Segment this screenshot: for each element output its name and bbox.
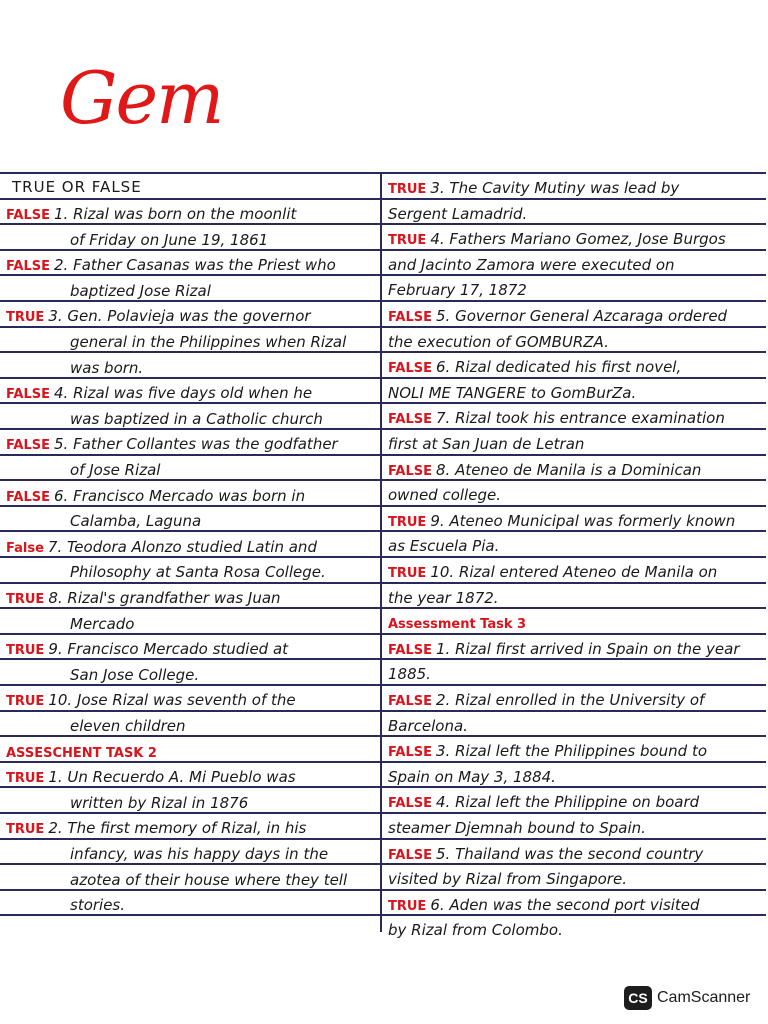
text-line — [6, 591, 281, 606]
ruled-line — [0, 607, 766, 609]
ruled-line — [0, 710, 766, 712]
text-line — [388, 642, 740, 657]
left-heading: TRUE OR FALSE — [12, 178, 142, 196]
text-line — [70, 361, 143, 376]
statement-text: 1885. — [388, 665, 431, 683]
statement-text: 5. Thailand was the second country — [435, 845, 704, 863]
statement-text: NOLI ME TANGERE to GomBurZa. — [388, 384, 637, 402]
text-line — [70, 233, 268, 248]
statement-text: as Escuela Pia. — [388, 537, 500, 555]
ruled-line — [0, 479, 766, 481]
answer-tag: FALSE — [388, 464, 432, 479]
answer-tag: TRUE — [388, 233, 427, 248]
text-line — [388, 847, 703, 862]
text-line — [6, 821, 306, 836]
text-line — [388, 898, 700, 913]
statement-text: owned college. — [388, 486, 501, 504]
statement-text: 6. Aden was the second port visited — [430, 896, 700, 914]
statement-text: steamer Djemnah bound to Spain. — [388, 819, 646, 837]
text-line — [388, 821, 646, 836]
ruled-line — [0, 326, 766, 328]
ruled-line — [0, 172, 766, 174]
text-line — [388, 335, 609, 350]
answer-tag: FALSE — [6, 490, 50, 505]
statement-text: 6. Rizal dedicated his first novel, — [435, 358, 682, 376]
statement-text: infancy, was his happy days in the — [70, 845, 329, 863]
statement-text: eleven children — [70, 717, 186, 735]
answer-tag: FALSE — [388, 694, 432, 709]
text-line — [6, 309, 311, 324]
answer-tag: FALSE — [6, 208, 50, 223]
text-line — [70, 335, 346, 350]
ruled-line — [0, 402, 766, 404]
statement-text: Mercado — [70, 615, 135, 633]
camscanner-label: CamScanner — [657, 989, 751, 1006]
statement-text: Calamba, Laguna — [70, 512, 202, 530]
statement-text: baptized Jose Rizal — [70, 282, 211, 300]
ruled-line — [0, 914, 766, 916]
statement-text: azotea of their house where they tell — [70, 871, 348, 889]
text-line — [388, 770, 556, 785]
ruled-line — [0, 274, 766, 276]
text-line — [388, 744, 707, 759]
statement-text: Barcelona. — [388, 717, 468, 735]
statement-text: 3. Rizal left the Philippines bound to — [435, 742, 708, 760]
text-line — [6, 540, 317, 555]
text-line — [388, 514, 735, 529]
section-heading: ASSESCHENT TASK 2 — [6, 746, 157, 761]
text-line — [388, 283, 527, 298]
text-line — [388, 591, 499, 606]
answer-tag: TRUE — [388, 566, 427, 581]
text-line — [388, 488, 501, 503]
answer-tag: TRUE — [6, 694, 45, 709]
statement-text: 6. Francisco Mercado was born in — [53, 487, 306, 505]
statement-text: 1. Un Recuerdo A. Mi Pueblo was — [48, 768, 296, 786]
text-line — [6, 770, 296, 785]
statement-text: the year 1872. — [388, 589, 499, 607]
statement-text: 7. Teodora Alonzo studied Latin and — [47, 538, 317, 556]
statement-text: was born. — [70, 359, 144, 377]
statement-text: 8. Rizal's grandfather was Juan — [48, 589, 281, 607]
text-line — [70, 796, 248, 811]
answer-tag: False — [6, 541, 44, 556]
camscanner-logo-icon: CS — [624, 986, 652, 1010]
answer-tag: FALSE — [388, 643, 432, 658]
ruled-line — [0, 377, 766, 379]
statement-text: and Jacinto Zamora were executed on — [388, 256, 675, 274]
statement-text: Philosophy at Santa Rosa College. — [70, 563, 326, 581]
ruled-line — [0, 735, 766, 737]
ruled-line — [0, 633, 766, 635]
text-line — [70, 719, 186, 734]
ruled-line — [0, 505, 766, 507]
ruled-line — [0, 582, 766, 584]
answer-tag: TRUE — [388, 899, 427, 914]
answer-tag: FALSE — [6, 259, 50, 274]
text-line — [388, 539, 499, 554]
statement-text: 2. Father Casanas was the Priest who — [53, 256, 336, 274]
text-line — [388, 923, 563, 938]
statement-text: 8. Ateneo de Manila is a Dominican — [435, 461, 702, 479]
text-line — [6, 489, 305, 504]
statement-text: 5. Father Collantes was the godfather — [53, 435, 338, 453]
ruled-line — [0, 863, 766, 865]
text-line — [388, 181, 679, 196]
text-line — [388, 232, 726, 247]
text-line — [388, 616, 526, 631]
ruled-line — [0, 658, 766, 660]
statement-text: 3. Gen. Polavieja was the governor — [48, 307, 311, 325]
ruled-line — [0, 786, 766, 788]
ruled-line — [0, 454, 766, 456]
text-line — [388, 360, 681, 375]
statement-text: 3. The Cavity Mutiny was lead by — [430, 179, 680, 197]
answer-tag: FALSE — [388, 796, 432, 811]
ruled-line — [0, 838, 766, 840]
statement-text: San Jose College. — [70, 666, 200, 684]
statement-text: 1. Rizal first arrived in Spain on the year — [435, 640, 740, 658]
answer-tag: FALSE — [388, 310, 432, 325]
statement-text: 7. Rizal took his entrance examination — [435, 409, 725, 427]
statement-text: general in the Philippines when Rizal — [70, 333, 347, 351]
answer-tag: TRUE — [6, 310, 45, 325]
text-line — [70, 463, 160, 478]
text-line — [388, 309, 727, 324]
text-line — [70, 873, 347, 888]
camscanner-watermark — [624, 986, 750, 1010]
statement-text: stories. — [70, 896, 126, 914]
answer-tag: TRUE — [6, 771, 45, 786]
text-line — [388, 795, 699, 810]
text-line — [388, 207, 527, 222]
text-line — [6, 693, 296, 708]
text-line — [70, 617, 134, 632]
ruled-line — [0, 889, 766, 891]
ruled-line — [0, 300, 766, 302]
text-line — [70, 898, 125, 913]
column-divider — [380, 172, 382, 932]
text-line — [388, 565, 717, 580]
text-line — [388, 719, 468, 734]
statement-text: the execution of GOMBURZA. — [388, 333, 609, 351]
text-line — [388, 437, 584, 452]
statement-text: Sergent Lamadrid. — [388, 205, 528, 223]
statement-text: was baptized in a Catholic church — [70, 410, 323, 428]
text-line — [70, 565, 326, 580]
text-line — [388, 667, 431, 682]
statement-text: February 17, 1872 — [388, 281, 527, 299]
answer-tag: FALSE — [388, 412, 432, 427]
answer-tag: FALSE — [388, 848, 432, 863]
answer-tag: FALSE — [6, 438, 50, 453]
ruled-line — [0, 812, 766, 814]
statement-text: 5. Governor General Azcaraga ordered — [435, 307, 728, 325]
answer-tag: TRUE — [388, 515, 427, 530]
ruled-line — [0, 761, 766, 763]
text-line — [70, 514, 201, 529]
text-line — [388, 463, 701, 478]
statement-text: 9. Ateneo Municipal was formerly known — [430, 512, 736, 530]
section-heading: Assessment Task 3 — [388, 617, 527, 632]
ruled-line — [0, 428, 766, 430]
answer-tag: TRUE — [6, 643, 45, 658]
statement-text: 10. Rizal entered Ateneo de Manila on — [430, 563, 718, 581]
ruled-line — [0, 223, 766, 225]
statement-text: visited by Rizal from Singapore. — [388, 870, 627, 888]
text-line — [70, 668, 199, 683]
answer-tag: TRUE — [6, 592, 45, 607]
text-line — [388, 411, 725, 426]
ruled-line — [0, 684, 766, 686]
statement-text: 2. Rizal enrolled in the University of — [435, 691, 705, 709]
statement-text: Spain on May 3, 1884. — [388, 768, 556, 786]
answer-tag: FALSE — [388, 745, 432, 760]
statement-text: 4. Rizal was five days old when he — [53, 384, 313, 402]
statement-text: 4. Rizal left the Philippine on board — [435, 793, 700, 811]
statement-text: 1. Rizal was born on the moonlit — [53, 205, 297, 223]
answer-tag: TRUE — [388, 182, 427, 197]
statement-text: by Rizal from Colombo. — [388, 921, 563, 939]
statement-text: 4. Fathers Mariano Gomez, Jose Burgos — [430, 230, 726, 248]
text-line — [388, 872, 627, 887]
text-line — [70, 847, 328, 862]
ruled-line — [0, 351, 766, 353]
ruled-line — [0, 249, 766, 251]
text-line — [6, 258, 336, 273]
answer-tag: FALSE — [388, 361, 432, 376]
text-line — [6, 642, 288, 657]
text-line — [70, 412, 323, 427]
ruled-line — [0, 556, 766, 558]
statement-text: 9. Francisco Mercado studied at — [48, 640, 289, 658]
statement-text: 2. The first memory of Rizal, in his — [48, 819, 307, 837]
statement-text: of Friday on June 19, 1861 — [70, 231, 269, 249]
text-line — [70, 284, 211, 299]
statement-text: of Jose Rizal — [70, 461, 161, 479]
text-line — [388, 693, 704, 708]
text-line — [6, 207, 296, 222]
text-line — [388, 386, 636, 401]
text-line — [6, 437, 338, 452]
statement-text: 10. Jose Rizal was seventh of the — [48, 691, 296, 709]
text-line — [6, 745, 157, 760]
answer-tag: FALSE — [6, 387, 50, 402]
ruled-line — [0, 198, 766, 200]
statement-text: first at San Juan de Letran — [388, 435, 585, 453]
page-title: Gem — [60, 56, 223, 140]
statement-text: written by Rizal in 1876 — [70, 794, 249, 812]
text-line — [388, 258, 675, 273]
answer-tag: TRUE — [6, 822, 45, 837]
text-line — [6, 386, 312, 401]
ruled-line — [0, 530, 766, 532]
